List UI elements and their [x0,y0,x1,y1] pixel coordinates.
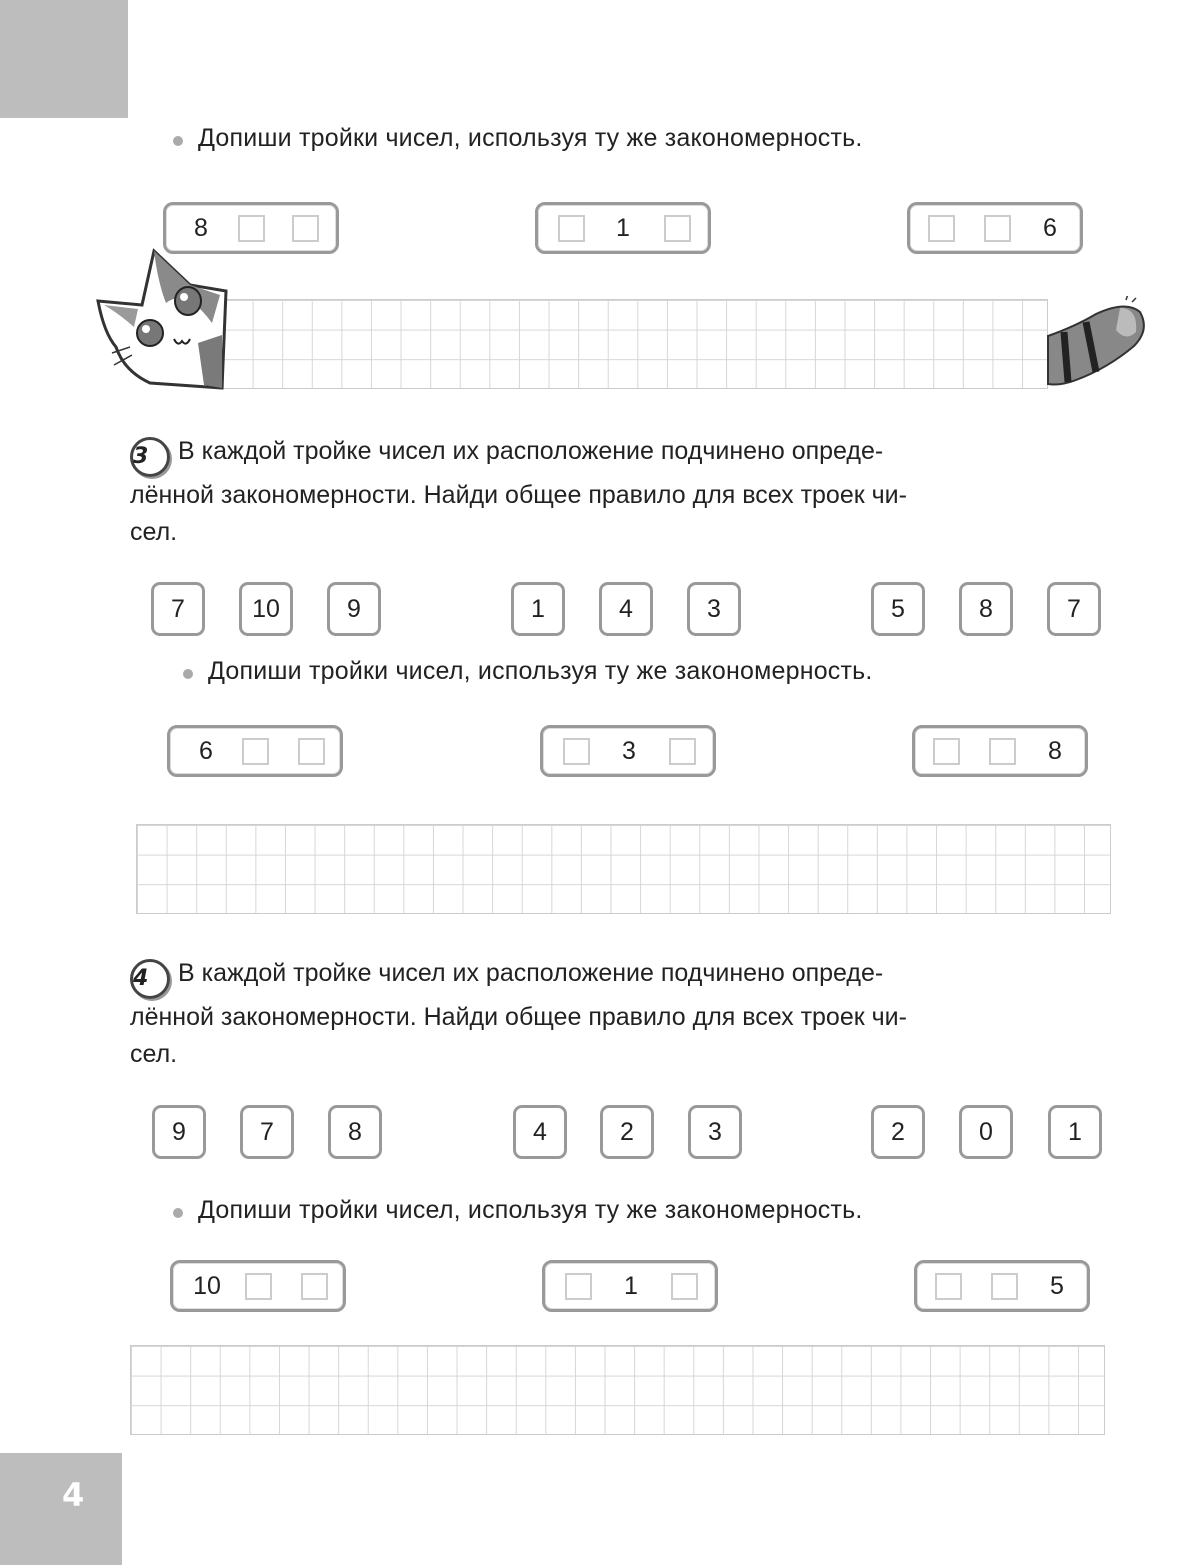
triple-value: 10 [193,1272,221,1300]
page-number: 4 [62,1476,85,1514]
cat-tail-illustration [1046,296,1148,388]
task-text-line: В каждой тройке чисел их расположение подчинено опреде- [178,437,884,465]
task-text-line: лённой закономерности. Найди общее правило для всех троек чи- [130,1003,907,1031]
answer-triple[interactable] [542,1260,718,1312]
writing-grid[interactable] [222,299,1048,389]
example-number-box: 4 [513,1105,567,1159]
answer-cell[interactable] [984,215,1011,242]
answer-cell[interactable] [558,215,585,242]
example-number-box: 7 [1047,582,1101,636]
example-number-box: 2 [871,1105,925,1159]
example-number-box: 9 [327,582,381,636]
example-number-box: 10 [239,582,293,636]
example-number-box: 3 [688,1105,742,1159]
answer-cell[interactable] [664,215,691,242]
example-number-box: 1 [1048,1105,1102,1159]
triple-value: 1 [624,1272,638,1300]
answer-cell[interactable] [238,215,265,242]
answer-cell[interactable] [928,215,955,242]
answer-cell[interactable] [989,738,1016,765]
complete-prompt-task3: Допиши тройки чисел, используя ту же закономерность. [208,657,873,685]
answer-cell[interactable] [669,738,696,765]
page-corner-bottom [0,1453,122,1565]
task3-text [130,433,1102,551]
triple-value: 8 [1048,737,1062,765]
answer-cell[interactable] [242,738,269,765]
answer-cell[interactable] [245,1273,272,1300]
writing-grid[interactable] [130,1345,1105,1435]
task-text-line: сел. [130,1040,178,1068]
example-number-box: 0 [959,1105,1013,1159]
answer-cell[interactable] [933,738,960,765]
task-number-badge: 4 [130,959,170,999]
example-number-box: 5 [871,582,925,636]
triple-value: 1 [616,214,630,242]
answer-triple[interactable] [170,1260,346,1312]
triple-value: 6 [1043,214,1057,242]
answer-triple[interactable] [540,725,716,777]
answer-cell[interactable] [301,1273,328,1300]
example-number-box: 4 [599,582,653,636]
example-number-box: 8 [328,1105,382,1159]
answer-cell[interactable] [991,1273,1018,1300]
complete-prompt-task2: Допиши тройки чисел, используя ту же закономерность. [198,124,863,152]
answer-triple[interactable] [907,202,1083,254]
answer-cell[interactable] [671,1273,698,1300]
task-text-line: В каждой тройке чисел их расположение подчинено опреде- [178,959,884,987]
task-text-line: сел. [130,518,178,546]
example-number-box: 7 [151,582,205,636]
example-number-box: 7 [240,1105,294,1159]
triple-value: 5 [1050,1272,1064,1300]
triple-value: 8 [194,214,208,242]
triple-value: 6 [199,737,213,765]
answer-cell[interactable] [935,1273,962,1300]
complete-prompt-task4: Допиши тройки чисел, используя ту же закономерность. [198,1196,863,1224]
triple-value: 3 [622,737,636,765]
answer-cell[interactable] [565,1273,592,1300]
example-number-box: 8 [959,582,1013,636]
answer-triple[interactable] [535,202,711,254]
example-number-box: 2 [600,1105,654,1159]
answer-triple[interactable] [167,725,343,777]
example-number-box: 1 [511,582,565,636]
answer-cell[interactable] [292,215,319,242]
task-text-line: лённой закономерности. Найди общее правило для всех троек чи- [130,481,907,509]
answer-cell[interactable] [298,738,325,765]
task4-text [130,955,1102,1073]
example-number-box: 3 [687,582,741,636]
page-corner-top [0,0,128,118]
answer-triple[interactable] [914,1260,1090,1312]
answer-triple[interactable] [912,725,1088,777]
task-number-badge: 3 [130,437,170,477]
answer-cell[interactable] [563,738,590,765]
writing-grid[interactable] [136,824,1111,914]
example-number-box: 9 [152,1105,206,1159]
cat-head-illustration [94,243,234,393]
